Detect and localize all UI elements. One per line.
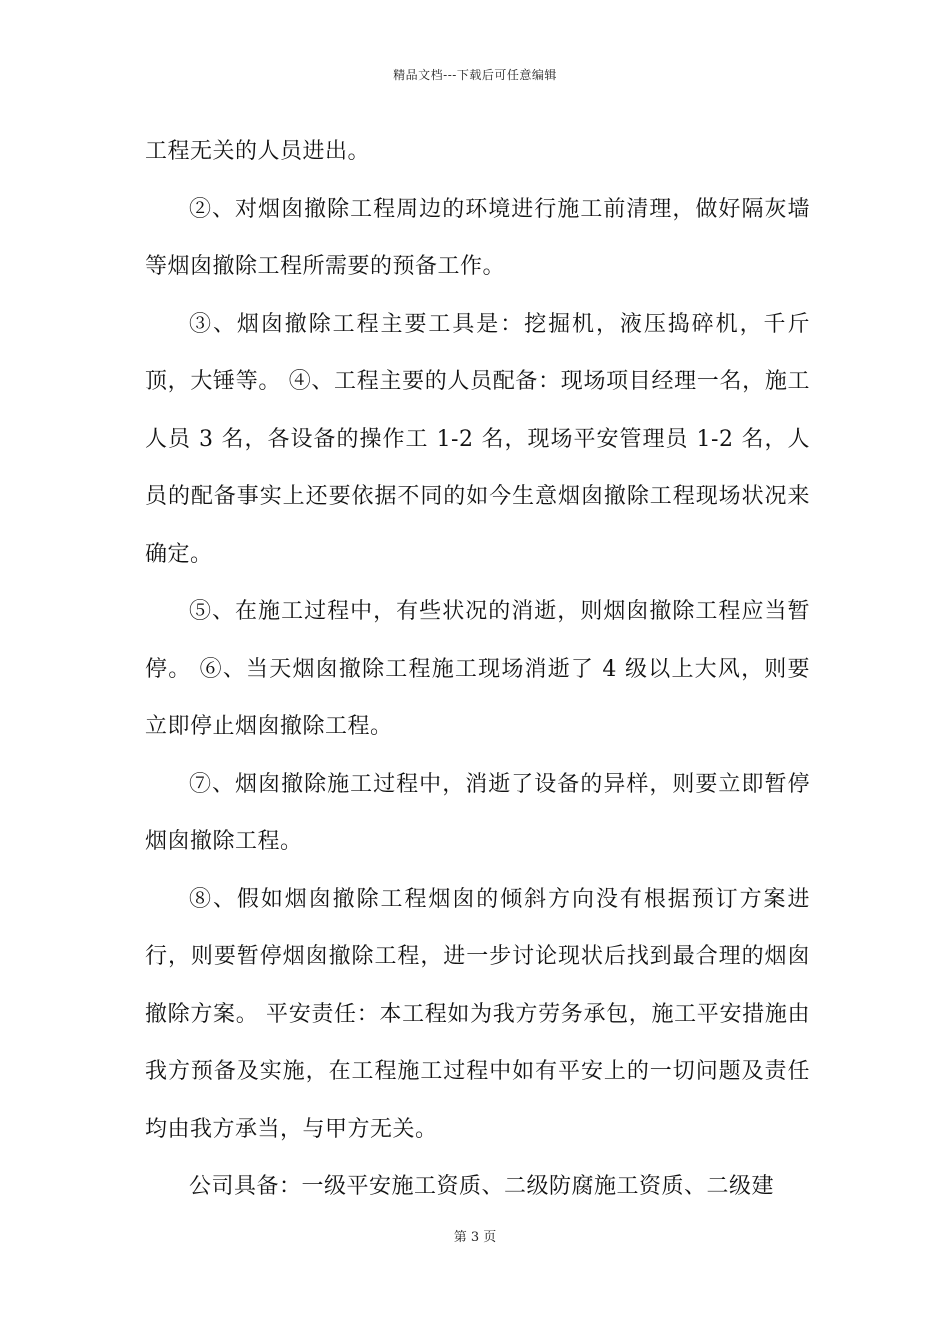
- paragraph-7: 公司具备：一级平安施工资质、二级防腐施工资质、二级建: [189, 1174, 775, 1199]
- paragraph-3: ③、烟囱撤除工程主要工具是：挖掘机，液压捣碎机，千斤顶，大锤等。 ④、工程主要的人员配备：现场项目经理一名，施工人员 3 名，各设备的操作工 1-2 名，现场平安管理员 1-2 名，人员的配备事实上还要依据不同的如今生意烟囱撤除工程现场状况来确定。: [145, 311, 810, 567]
- paragraph-4: ⑤、在施工过程中，有些状况的消逝，则烟囱撤除工程应当暂停。 ⑥、当天烟囱撤除工程施工现场消逝了 4 级以上大风，则要立即停止烟囱撤除工程。: [145, 599, 810, 739]
- paragraph-6: ⑧、假如烟囱撤除工程烟囱的倾斜方向没有根据预订方案进行，则要暂停烟囱撤除工程，进一步讨论现状后找到最合理的烟囱撤除方案。 平安责任：本工程如为我方劳务承包，施工平安措施由我方预备及实施，在工程施工过程中如有平安上的一切问题及责任均由我方承当，与甲方无关。: [145, 886, 810, 1142]
- paragraph-1: 工程无关的人员进出。: [145, 139, 371, 164]
- page-header: 精品文档---下载后可任意编辑: [393, 68, 557, 82]
- page-number: 第 3 页: [453, 1230, 497, 1245]
- document-body: [145, 123, 810, 1216]
- paragraph-2: ②、对烟囱撤除工程周边的环境进行施工前清理，做好隔灰墙等烟囱撤除工程所需要的预备工作。: [145, 196, 810, 279]
- paragraph-5: ⑦、烟囱撤除施工过程中，消逝了设备的异样，则要立即暂停烟囱撤除工程。: [145, 771, 810, 854]
